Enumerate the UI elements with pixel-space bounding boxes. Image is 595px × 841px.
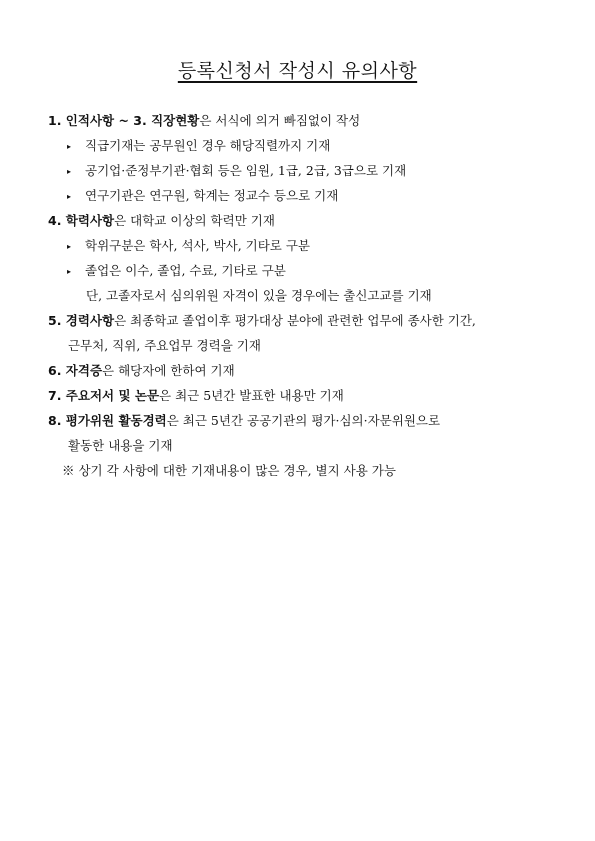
item-1 [48,108,568,133]
item-7-text: 은 최근 5년간 발표한 내용만 기재 [159,388,344,403]
item-5-text: 은 최종학교 졸업이후 평가대상 분야에 관련한 업무에 종사한 기간, [114,313,476,328]
bullet-icon: ▸ [67,267,72,276]
item-4-sub-1 [48,233,568,258]
item-1-sub-1-text: 직급기재는 공무원인 경우 해당직렬까지 기재 [85,138,331,153]
footnote-text: ※ 상기 각 사항에 대한 기재내용이 많은 경우, 별지 사용 가능 [62,463,396,478]
item-6-heading: 6. 자격증 [48,363,103,378]
item-5-continuation [48,333,568,358]
item-8-continuation [48,433,568,458]
item-6-text: 은 해당자에 한하여 기재 [102,363,235,378]
item-8-heading: 8. 평가위원 활동경력 [48,413,167,428]
item-4-sub-1-text: 학위구분은 학사, 석사, 박사, 기타로 구분 [85,238,310,253]
item-4-sub-2-text: 졸업은 이수, 졸업, 수료, 기타로 구분 [85,263,286,278]
item-1-heading: 1. 인적사항 ~ 3. 직장현황 [48,113,200,128]
item-4-continuation-text: 단, 고졸자로서 심의위원 자격이 있을 경우에는 출신고교를 기재 [86,288,432,303]
item-4-continuation [48,283,568,308]
item-4-heading: 4. 학력사항 [48,213,115,228]
item-1-sub-3 [48,183,568,208]
bullet-icon: ▸ [67,192,72,201]
page-title-text: 등록신청서 작성시 유의사항 [177,60,418,82]
item-7 [48,383,568,408]
item-1-sub-2 [48,158,568,183]
item-7-heading: 7. 주요저서 및 논문 [48,388,160,403]
item-8-text: 은 최근 5년간 공공기관의 평가·심의·자문위원으로 [166,413,441,428]
item-5 [48,308,568,333]
footnote [48,458,568,483]
bullet-icon: ▸ [67,242,72,251]
item-1-sub-2-text: 공기업·준정부기관·협회 등은 임원, 1급, 2급, 3급으로 기재 [85,163,407,178]
item-1-sub-3-text: 연구기관은 연구원, 학계는 정교수 등으로 기재 [85,188,339,203]
item-4 [48,208,568,233]
bullet-icon: ▸ [67,142,72,151]
item-8 [48,408,568,433]
item-5-continuation-text: 근무처, 직위, 주요업무 경력을 기재 [68,338,261,353]
bullet-icon: ▸ [67,167,72,176]
item-6 [48,358,568,383]
item-1-sub-1 [48,133,568,158]
item-8-continuation-text: 활동한 내용을 기재 [68,438,173,453]
page-title [0,56,595,83]
notes-body [48,108,568,483]
item-1-text: 은 서식에 의거 빠짐없이 작성 [199,113,361,128]
item-4-text: 은 대학교 이상의 학력만 기재 [114,213,275,228]
item-5-heading: 5. 경력사항 [48,313,115,328]
item-4-sub-2 [48,258,568,283]
